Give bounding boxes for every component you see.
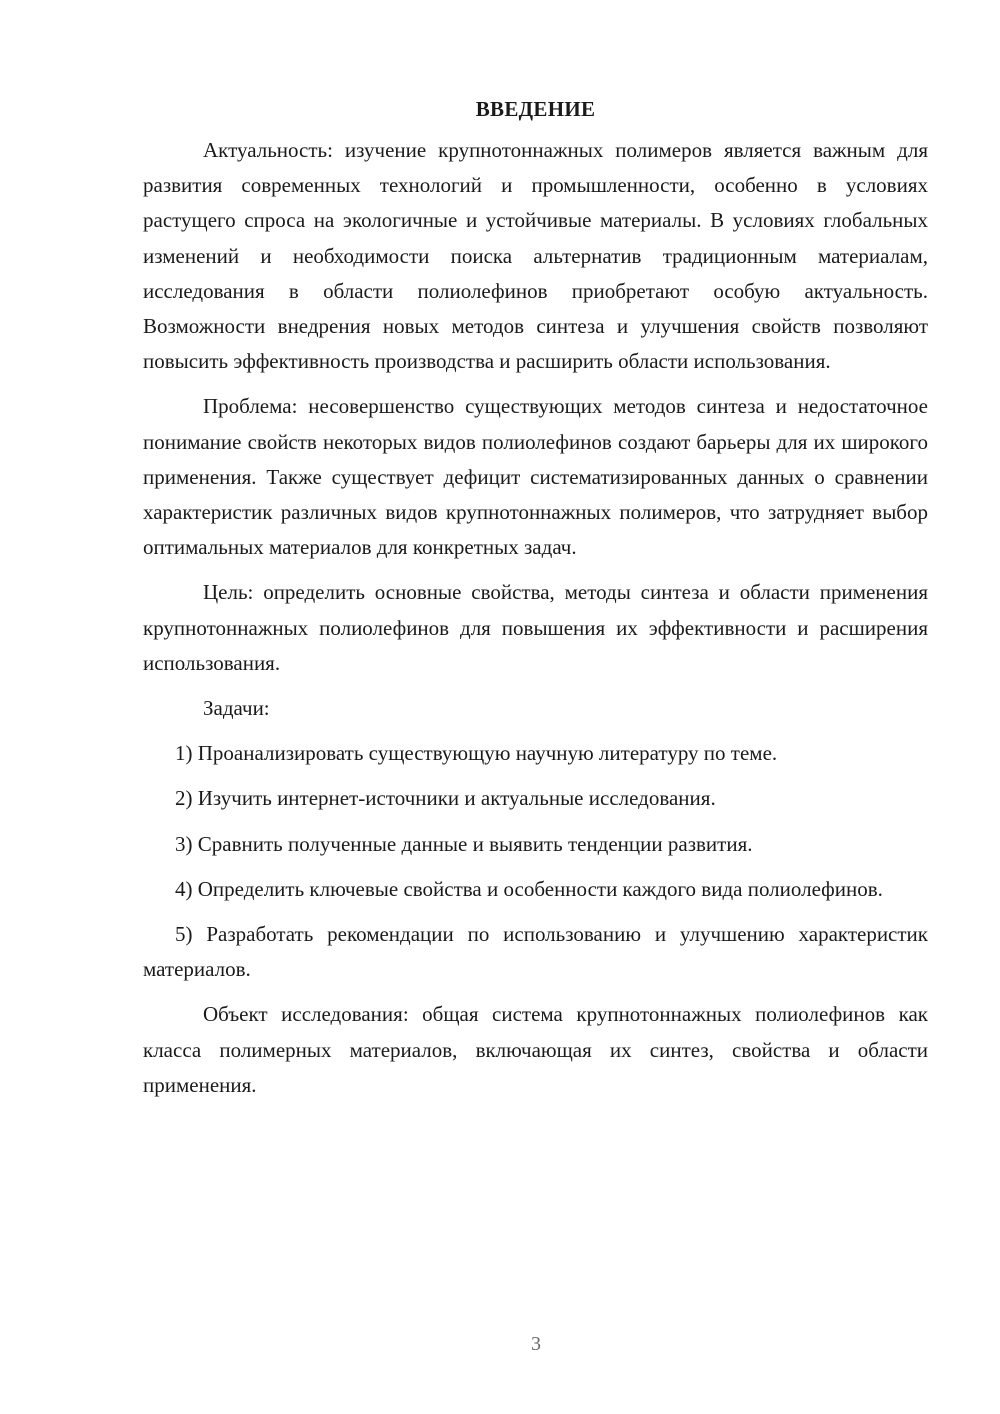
paragraph-goal: Цель: определить основные свойства, методы синтеза и области применения крупнотоннажных полиолефинов для повышения их эффективности и расширения использования. [143,580,928,675]
task-item-2: 2) Изучить интернет-источники и актуальные исследования. [175,786,716,811]
task-item-4: 4) Определить ключевые свойства и особенности каждого вида полиолефинов. [175,876,883,901]
paragraph-problem: Проблема: несовершенство существующих методов синтеза и недостаточное понимание свойств некоторых видов полиолефинов создают барьеры для их широкого применения. Также существует дефицит систематизированных данных о сравнении характеристик различных видов крупнотоннажных полимеров, что затрудняет выбор оптимальных материалов для конкретных задач. [143,394,928,560]
document-page [143,92,928,1113]
paragraph-object: Объект исследования: общая система крупнотоннажных полиолефинов как класса полимерных материалов, включающая их синтез, свойства и области применения. [143,1002,928,1097]
paragraph-relevance: Актуальность: изучение крупнотоннажных полимеров является важным для развития современных технологий и промышленности, особенно в условиях растущего спроса на экологичные и устойчивые материалы. В условиях глобальных изменений и необходимости поиска альтернатив традиционным материалам, исследования в области полиолефинов приобретают особую актуальность. Возможности внедрения новых методов синтеза и улучшения свойств позволяют повысить эффективность производства и расширить области использования. [143,138,928,374]
task-item-1: 1) Проанализировать существующую научную литературу по теме. [175,741,778,766]
task-item-3: 3) Сравнить полученные данные и выявить тенденции развития. [175,831,753,856]
page-number: 3 [531,1333,541,1355]
task-item-5: 5) Разработать рекомендации по использованию и улучшению характеристик материалов. [143,922,928,982]
paragraph-tasks-heading: Задачи: [203,696,270,721]
page-title: ВВЕДЕНИЕ [475,97,596,121]
